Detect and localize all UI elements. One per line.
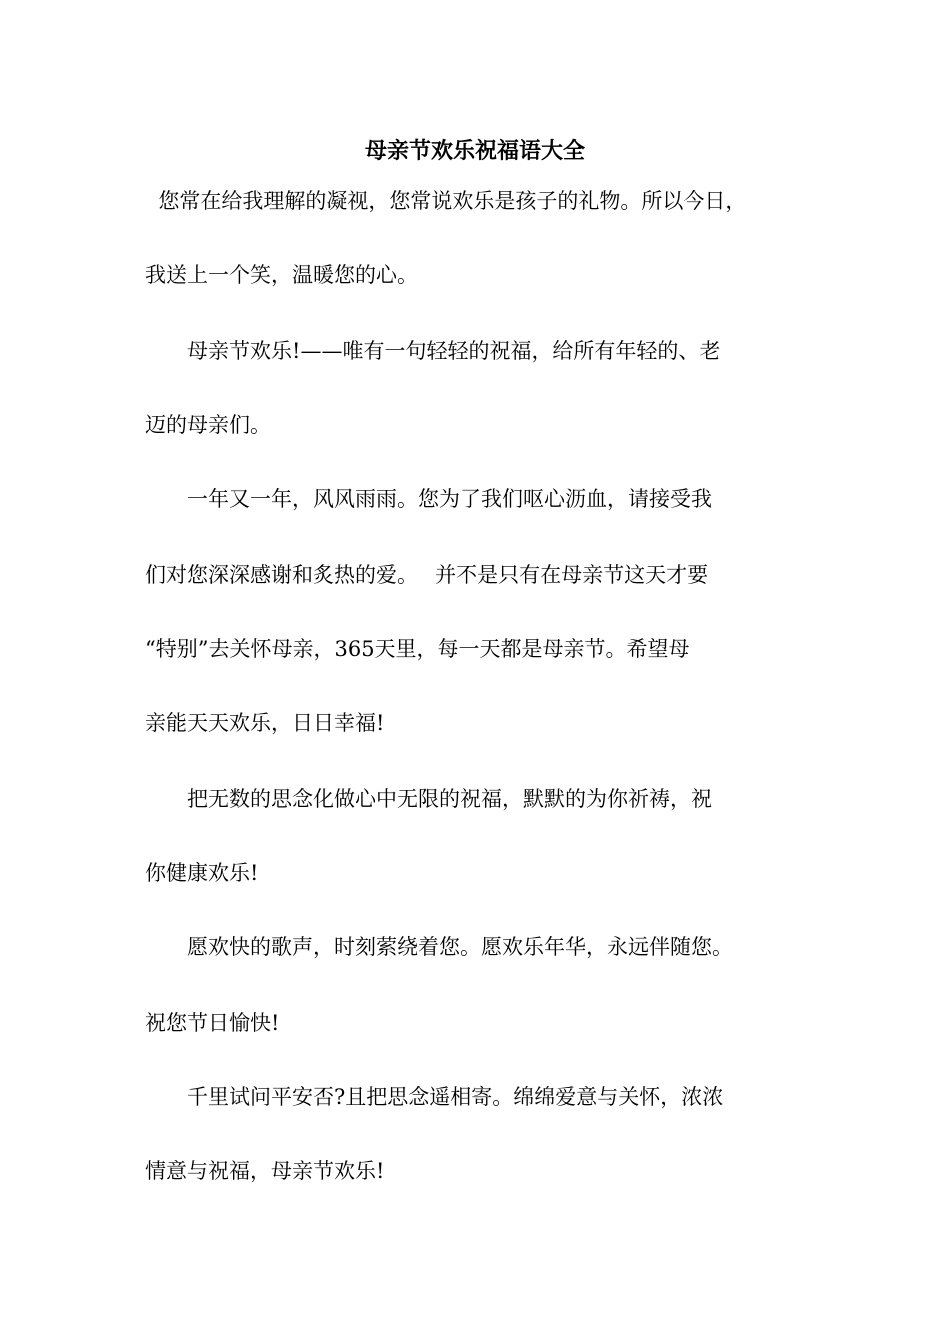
text-line: 祝您节日愉快! bbox=[145, 1011, 280, 1035]
text-line: 您常在给我理解的凝视，您常说欢乐是孩子的礼物。所以今日， bbox=[145, 189, 747, 213]
text-line: 亲能天天欢乐，日日幸福! bbox=[145, 711, 385, 735]
text-line: 把无数的思念化做心中无限的祝福，默默的为你祈祷，祝 bbox=[145, 787, 712, 811]
text-line: “特别”去关怀母亲，365天里，每一天都是母亲节。希望母 bbox=[145, 637, 690, 661]
text-line: 千里试问平安否?且把思念遥相寄。绵绵爱意与关怀，浓浓 bbox=[145, 1085, 724, 1109]
text-line: 一年又一年，风风雨雨。您为了我们呕心沥血，请接受我 bbox=[145, 487, 712, 511]
text-line: 情意与祝福，母亲节欢乐! bbox=[145, 1159, 385, 1183]
text-line: 我送上一个笑，温暖您的心。 bbox=[145, 263, 418, 287]
text-line: 母亲节欢乐!——唯有一句轻轻的祝福，给所有年轻的、老 bbox=[145, 339, 721, 363]
text-line: 们对您深深感谢和炙热的爱。 并不是只有在母亲节这天才要 bbox=[145, 563, 709, 587]
text-line: 愿欢快的歌声，时刻萦绕着您。愿欢乐年华，永远伴随您。 bbox=[145, 935, 733, 959]
text-line: 迈的母亲们。 bbox=[145, 413, 271, 437]
document-title: 母亲节欢乐祝福语大全 bbox=[364, 138, 585, 164]
text-line: 你健康欢乐! bbox=[145, 861, 259, 885]
